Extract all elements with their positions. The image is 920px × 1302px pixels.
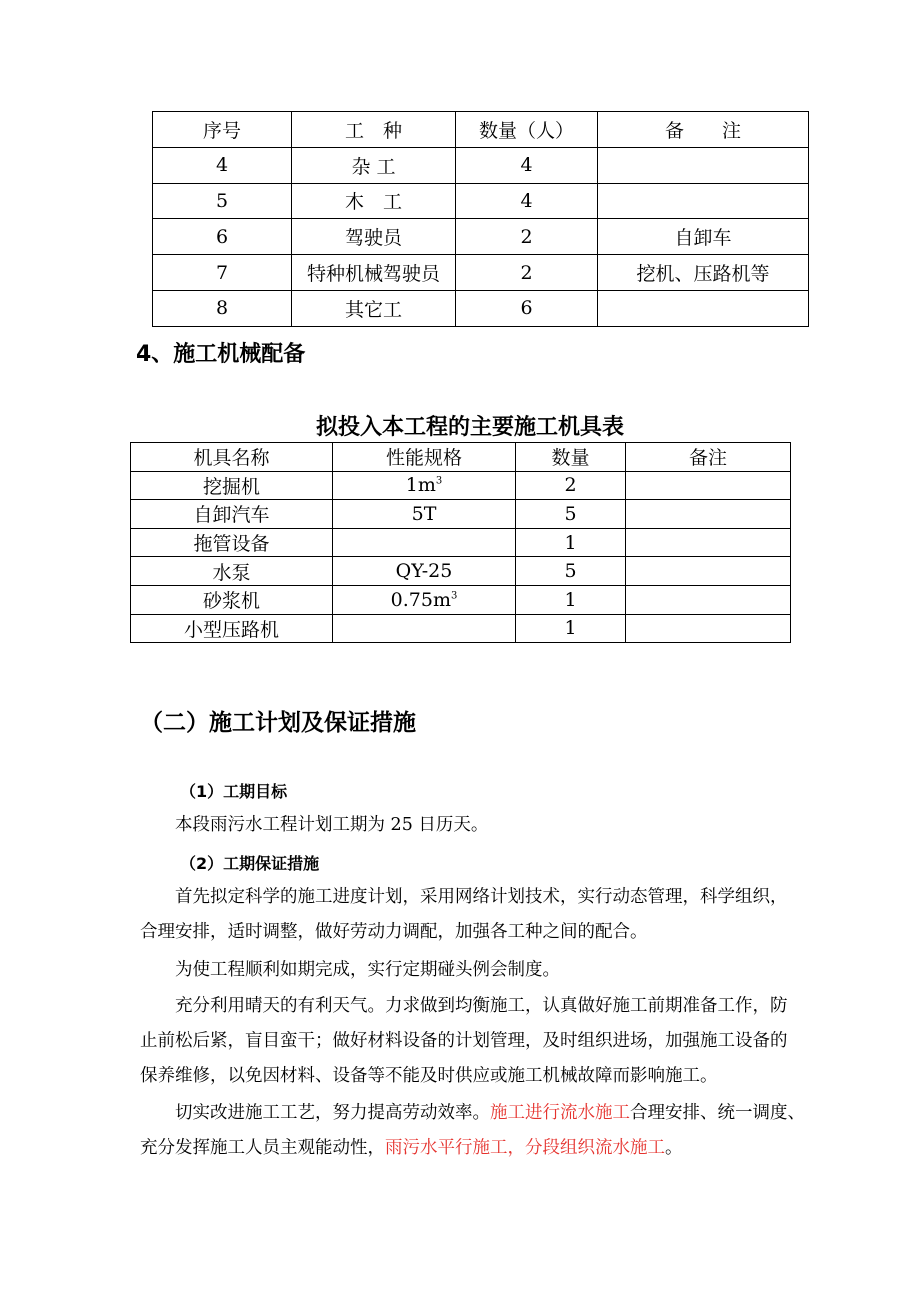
table-cell: 2 — [456, 255, 598, 291]
paragraph-line: 保养维修，以免因材料、设备等不能及时供应或施工机械故障而影响施工。 — [140, 1066, 718, 1086]
equipment-qty: 5 — [516, 500, 626, 529]
equipment-name: 自卸汽车 — [131, 500, 333, 529]
equipment-table-title: 拟投入本工程的主要施工机具表 — [316, 415, 625, 440]
paragraph-goal — [140, 808, 830, 843]
text-run: 。 — [665, 1138, 683, 1158]
staff-table — [152, 111, 809, 327]
equipment-table — [130, 442, 791, 643]
equipment-qty: 2 — [516, 471, 626, 500]
paragraph-line — [140, 1131, 830, 1166]
paragraph-line: 为使工程顺利如期完成，实行定期碰头例会制度。 — [175, 960, 560, 980]
equipment-note — [626, 500, 791, 529]
table-cell: 杂 工 — [292, 147, 456, 183]
table-row — [131, 614, 791, 643]
text-run: 合理安排、统一调度、 — [630, 1103, 805, 1123]
table-cell: 其它工 — [292, 290, 456, 326]
table-cell: 6 — [456, 290, 598, 326]
highlighted-text: 雨污水平行施工，分段组织流水施工 — [385, 1138, 665, 1158]
table-cell: 特种机械驾驶员 — [292, 255, 456, 291]
paragraph-line: 首先拟定科学的施工进度计划，采用网络计划技术，实行动态管理，科学组织， — [175, 887, 788, 907]
text-run: 切实改进施工工艺，努力提高劳动效率。 — [175, 1103, 490, 1123]
header-cell: 备 注 — [598, 112, 809, 148]
header-cell: 机具名称 — [131, 443, 333, 472]
paragraph-line — [140, 1096, 830, 1131]
equipment-spec: QY-25 — [333, 557, 516, 586]
header-cell: 工 种 — [292, 112, 456, 148]
table-row — [131, 500, 791, 529]
table-row — [153, 255, 809, 291]
equipment-qty: 1 — [516, 585, 626, 614]
table-cell — [598, 290, 809, 326]
section-heading-plan: （二）施工计划及保证措施 — [140, 710, 416, 736]
equipment-name: 挖掘机 — [131, 471, 333, 500]
table-cell: 7 — [153, 255, 292, 291]
header-cell: 数量（人） — [456, 112, 598, 148]
table-header-row — [153, 112, 809, 148]
paragraph-measures-3 — [140, 989, 830, 1094]
table-row — [131, 557, 791, 586]
equipment-note — [626, 614, 791, 643]
equipment-spec: $0.75m^3$ — [333, 585, 516, 614]
table-cell: 4 — [456, 183, 598, 219]
paragraph-measures-4 — [140, 1096, 830, 1166]
table-cell: 4 — [153, 147, 292, 183]
equipment-note — [626, 471, 791, 500]
table-row — [131, 528, 791, 557]
text-run: 充分发挥施工人员主观能动性， — [140, 1138, 385, 1158]
equipment-qty: 1 — [516, 528, 626, 557]
header-cell: 性能规格 — [333, 443, 516, 472]
equipment-spec: $1m^3$ — [333, 471, 516, 500]
table-cell — [598, 147, 809, 183]
table-cell: 自卸车 — [598, 219, 809, 255]
table-header-row — [131, 443, 791, 472]
equipment-note — [626, 557, 791, 586]
equipment-spec — [333, 614, 516, 643]
equipment-spec: 5T — [333, 500, 516, 529]
header-cell: 序号 — [153, 112, 292, 148]
section-heading-machinery: 4、施工机械配备 — [136, 342, 306, 367]
table-row — [153, 147, 809, 183]
table-cell: 挖机、压路机等 — [598, 255, 809, 291]
paragraph-measures-1 — [140, 880, 830, 950]
header-cell: 数量 — [516, 443, 626, 472]
table-cell: 6 — [153, 219, 292, 255]
table-cell: 5 — [153, 183, 292, 219]
table-cell: 木 工 — [292, 183, 456, 219]
table-cell: 2 — [456, 219, 598, 255]
equipment-note — [626, 585, 791, 614]
equipment-note — [626, 528, 791, 557]
equipment-name: 水泵 — [131, 557, 333, 586]
header-cell: 备注 — [626, 443, 791, 472]
table-cell: 4 — [456, 147, 598, 183]
equipment-name: 砂浆机 — [131, 585, 333, 614]
paragraph-line: 充分利用晴天的有利天气。力求做到均衡施工，认真做好施工前期准备工作，防 — [175, 996, 788, 1016]
table-row — [153, 183, 809, 219]
table-cell: 驾驶员 — [292, 219, 456, 255]
paragraph-line: 合理安排，适时调整，做好劳动力调配，加强各工种之间的配合。 — [140, 922, 648, 942]
table-cell: 8 — [153, 290, 292, 326]
subheading-schedule-goal: （1）工期目标 — [180, 782, 288, 801]
paragraph-line: 本段雨污水工程计划工期为 25 日历天。 — [175, 815, 489, 835]
table-row — [131, 585, 791, 614]
paragraph-line: 止前松后紧，盲目蛮干；做好材料设备的计划管理，及时组织进场，加强施工设备的 — [140, 1031, 788, 1051]
equipment-qty: 5 — [516, 557, 626, 586]
table-cell — [598, 183, 809, 219]
equipment-name: 小型压路机 — [131, 614, 333, 643]
paragraph-measures-2 — [140, 953, 830, 988]
table-row — [153, 219, 809, 255]
equipment-name: 拖管设备 — [131, 528, 333, 557]
subheading-schedule-measures: （2）工期保证措施 — [180, 854, 320, 873]
table-row — [131, 471, 791, 500]
equipment-qty: 1 — [516, 614, 626, 643]
equipment-spec — [333, 528, 516, 557]
table-row — [153, 290, 809, 326]
highlighted-text: 施工进行流水施工 — [490, 1103, 630, 1123]
